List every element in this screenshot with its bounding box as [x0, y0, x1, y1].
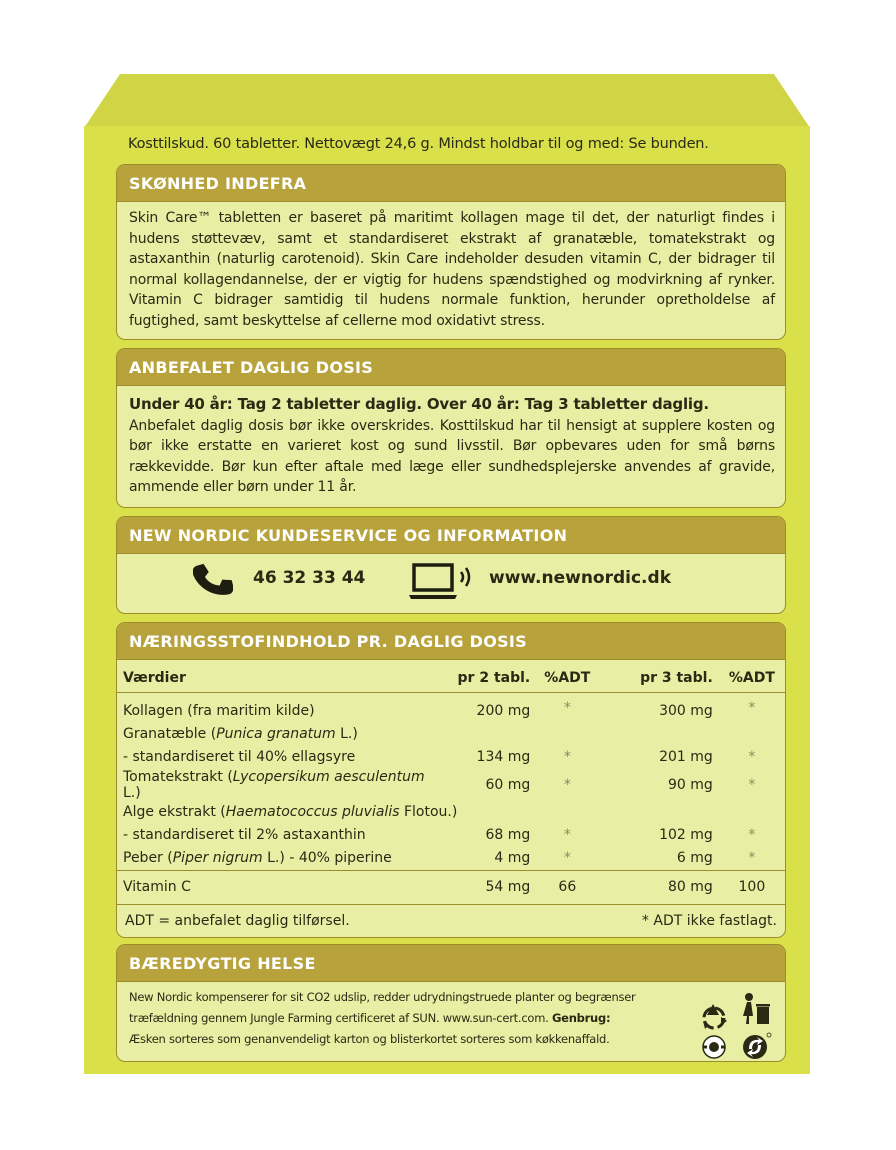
column-header: pr 2 tabl. [448, 664, 536, 693]
column-header: %ADT [719, 664, 785, 693]
nutrient-name: - standardiseret til 40% ellagsyre [123, 749, 356, 765]
adt-3-tabl: * [748, 749, 756, 765]
section-text: Skin Care™ tabletten er baseret på maritimt kollagen mage til det, der naturligt findes i hudens støttevæv, samt et standardiseret ekstrakt af granatæble, tomatekstrakt og astaxanthin (naturlig carotenoid). Skin Care indeholder desuden vitamin C, der bidrager til normal kollagendannelse, der er vigtig for hudens spændstighed og modvirkning af rynker. Vitamin C bidrager samtidig til hudens normale funktion, herunder opretholdelse af fugtighed, samt beskyttelse af cellerne mod oxidativt stress. [129, 210, 775, 329]
section-dose [116, 348, 786, 508]
tidyman-icon [743, 993, 770, 1024]
adt-2-tabl: * [563, 699, 571, 716]
name-part: L.) [335, 726, 358, 742]
nutrient-name [117, 847, 448, 871]
section-heading: NÆRINGSSTOFINDHOLD PR. DAGLIG DOSIS [117, 623, 785, 660]
value-3-tabl: 90 mg [667, 776, 713, 793]
value-2-tabl: 4 mg [494, 850, 531, 866]
table-row [117, 847, 785, 871]
section-heading: SKØNHED INDEFRA [117, 165, 785, 202]
name-part: L.) - 40% piperine [262, 850, 392, 866]
column-header: Værdier [117, 664, 448, 693]
table-row [117, 824, 785, 847]
nutrition-table [117, 664, 785, 904]
recycle-circle-icon [743, 1033, 771, 1059]
latin-name: Lycopersikum aesculentum [232, 768, 425, 785]
nutrient-name [117, 769, 448, 801]
adt-2-tabl: * [563, 827, 571, 843]
sustain-line: New Nordic kompenserer for sit CO2 udslip, redder udrydningstruede planter og begrænser [129, 990, 636, 1004]
table-row [117, 801, 785, 824]
website-link[interactable]: www.newnordic.dk [489, 568, 671, 588]
table-header-row [117, 664, 785, 693]
nutrient-name: - standardiseret til 2% astaxanthin [123, 827, 366, 843]
table-row [117, 870, 785, 904]
adt-3-tabl: * [748, 699, 756, 716]
name-part: Peber ( [123, 850, 173, 866]
nutrient-name: Kollagen (fra maritim kilde) [123, 702, 315, 719]
value-2-tabl: 134 mg [476, 749, 531, 765]
nutrient-name [117, 723, 785, 746]
section-sustainability [116, 944, 786, 1062]
product-box-back [84, 74, 810, 1074]
name-part: Granatæble ( [123, 726, 217, 742]
adt-2-tabl: * [563, 749, 571, 765]
adt-3-tabl: * [748, 827, 756, 843]
value-3-tabl: 201 mg [659, 749, 713, 765]
recycle-icon [703, 1004, 727, 1029]
phone-number[interactable]: 46 32 33 44 [253, 568, 366, 588]
section-heading: ANBEFALET DAGLIG DOSIS [117, 349, 785, 386]
value-2-tabl: 60 mg [485, 776, 531, 793]
name-part: L.) [123, 784, 141, 801]
dose-instruction: Under 40 år: Tag 2 tabletter daglig. Over 40 år: Tag 3 tabletter daglig. [129, 395, 709, 413]
intro-line: Kosttilskud. 60 tabletter. Nettovægt 24,6 g. Mindst holdbar til og med: Se bunden. [128, 136, 709, 152]
latin-name: Punica granatum [216, 726, 336, 742]
section-beauty [116, 164, 786, 340]
value-2-tabl: 54 mg [448, 870, 536, 904]
name-part: Tomatekstrakt ( [123, 768, 233, 785]
green-dot-icon [703, 1036, 725, 1058]
nutrient-name: Vitamin C [117, 870, 448, 904]
name-part: Alge ekstrakt ( [123, 804, 226, 820]
section-heading: BÆREDYGTIG HELSE [117, 945, 785, 982]
table-row [117, 693, 785, 723]
adt-3-tabl: * [748, 850, 756, 866]
value-2-tabl: 200 mg [476, 702, 531, 719]
table-row [117, 769, 785, 801]
adt-2-tabl: * [563, 776, 571, 793]
sustain-line: træfældning gennem Jungle Farming certificeret af SUN. www.sun-cert.com. [129, 1011, 549, 1025]
box-lid [84, 74, 810, 128]
column-header: %ADT [536, 664, 598, 693]
section-text: Anbefalet daglig dosis bør ikke overskrides. Kosttilskud har til hensigt at supplere kosten og bør ikke erstatte en varieret kost og sund livsstil. Bør opbevares uden for små børns rækkevidde. Bør kun efter aftale med læge eller sundhedsplejerske anvendes af gravide, ammende eller børn under 11 år. [129, 417, 775, 496]
section-service [116, 516, 786, 614]
phone-icon [193, 560, 233, 600]
footnote-left: ADT = anbefalet daglig tilførsel. [125, 913, 350, 929]
section-heading: NEW NORDIC KUNDESERVICE OG INFORMATION [117, 517, 785, 554]
sustain-line: Æsken sorteres som genanvendeligt karton og blisterkortet sorteres som køkkenaffald. [129, 1032, 610, 1046]
footnote-right: * ADT ikke fastlagt. [641, 913, 777, 929]
value-3-tabl: 6 mg [676, 850, 713, 866]
laptop-icon [409, 562, 479, 602]
column-header: pr 3 tabl. [598, 664, 718, 693]
name-part: Flotou.) [399, 804, 458, 820]
adt-2-tabl: * [563, 850, 571, 866]
adt-3-tabl: 100 [719, 870, 785, 904]
table-row [117, 746, 785, 769]
recycling-label: Genbrug: [551, 1011, 611, 1025]
value-3-tabl: 102 mg [659, 827, 713, 843]
section-nutrition [116, 622, 786, 938]
latin-name: Piper nigrum [172, 850, 263, 866]
nutrient-name [117, 801, 785, 824]
latin-name: Haematococcus pluvialis [225, 804, 400, 820]
eco-icons [697, 991, 775, 1061]
value-2-tabl: 68 mg [485, 827, 531, 843]
value-3-tabl: 80 mg [598, 870, 718, 904]
adt-3-tabl: * [748, 776, 756, 793]
table-footnote [117, 904, 785, 929]
value-3-tabl: 300 mg [659, 702, 713, 719]
adt-2-tabl: 66 [536, 870, 598, 904]
table-row [117, 723, 785, 746]
